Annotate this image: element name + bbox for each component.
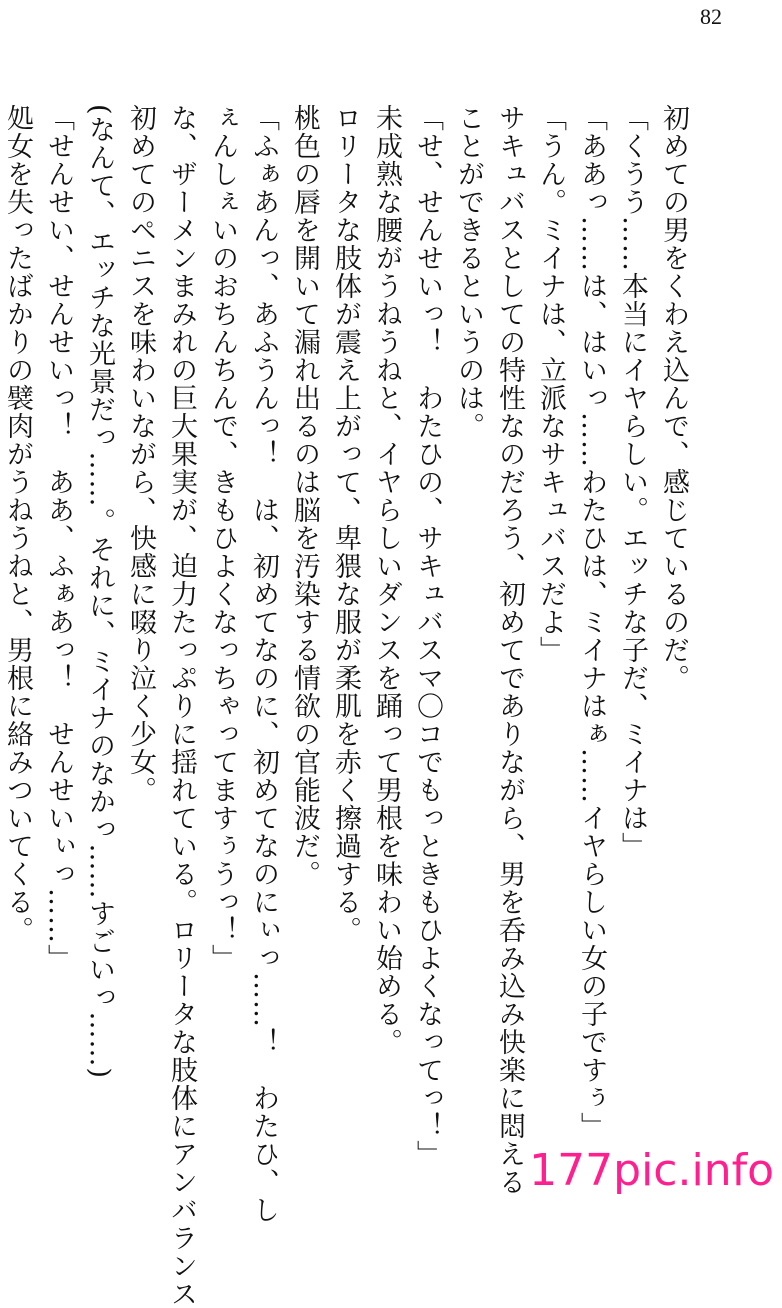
text-line: 初めての男をくわえ込んで、感じているのだ。: [658, 104, 689, 692]
text-line: サキュバスとしての特性なのだろう、初めてでありながら、男を呑み込み快楽に悶える: [494, 104, 525, 1196]
page-number: 82: [700, 4, 722, 29]
text-line: 処女を失ったばかりの襞肉がうねうねと、男根に絡みついてくる。: [2, 104, 33, 944]
text-line: 「ああっ……は、はいっ……わたひは、ミイナはぁ……イヤらしい女の子ですぅ」: [576, 104, 607, 1140]
text-line: 未成熟な腰がうねうねと、イヤらしいダンスを踊って男根を味わい始める。: [371, 104, 402, 1056]
text-line: 「うん。ミイナは、立派なサキュバスだよ」: [535, 104, 566, 664]
text-line: な、ザーメンまみれの巨大果実が、迫力たっぷりに揺れている。ロリータな肢体にアンバランス: [166, 104, 197, 1308]
text-line: 「ふぁあんっ、あふうんっ！ は、初めてなのに、初めてなのにぃっ……！ わたひ、し: [248, 104, 279, 1224]
text-line: 初めてのペニスを味わいながら、快感に啜り泣く少女。: [125, 104, 156, 804]
text-line: 桃色の唇を開いて漏れ出るのは脳を汚染する情欲の官能波だ。: [289, 104, 320, 888]
novel-text-body: [2, 104, 694, 1308]
text-line: 「せんせい、せんせいっ！ ああ、ふぁあっ！ せんせいぃっ……」: [43, 104, 74, 972]
watermark: 177pic.info: [529, 1145, 774, 1196]
text-line: ロリータな肢体が震え上がって、卑猥な服が柔肌を赤く擦過する。: [330, 104, 361, 944]
text-line: 「せ、せんせいっ！ わたひの、サキュバスマ〇コでもっときもひよくなってっ！」: [412, 104, 443, 1168]
text-line: (なんて、エッチな光景だっ……。それに、ミイナのなかっ……すごいっ……): [84, 104, 115, 1080]
text-line: 「くうう……本当にイヤらしい。エッチな子だ、ミイナは」: [617, 104, 648, 860]
text-line: ことができるというのは。: [453, 104, 484, 440]
text-line: ぇんしぇいのおちんちんで、きもひよくなっちゃってますぅうっ！」: [207, 104, 238, 972]
